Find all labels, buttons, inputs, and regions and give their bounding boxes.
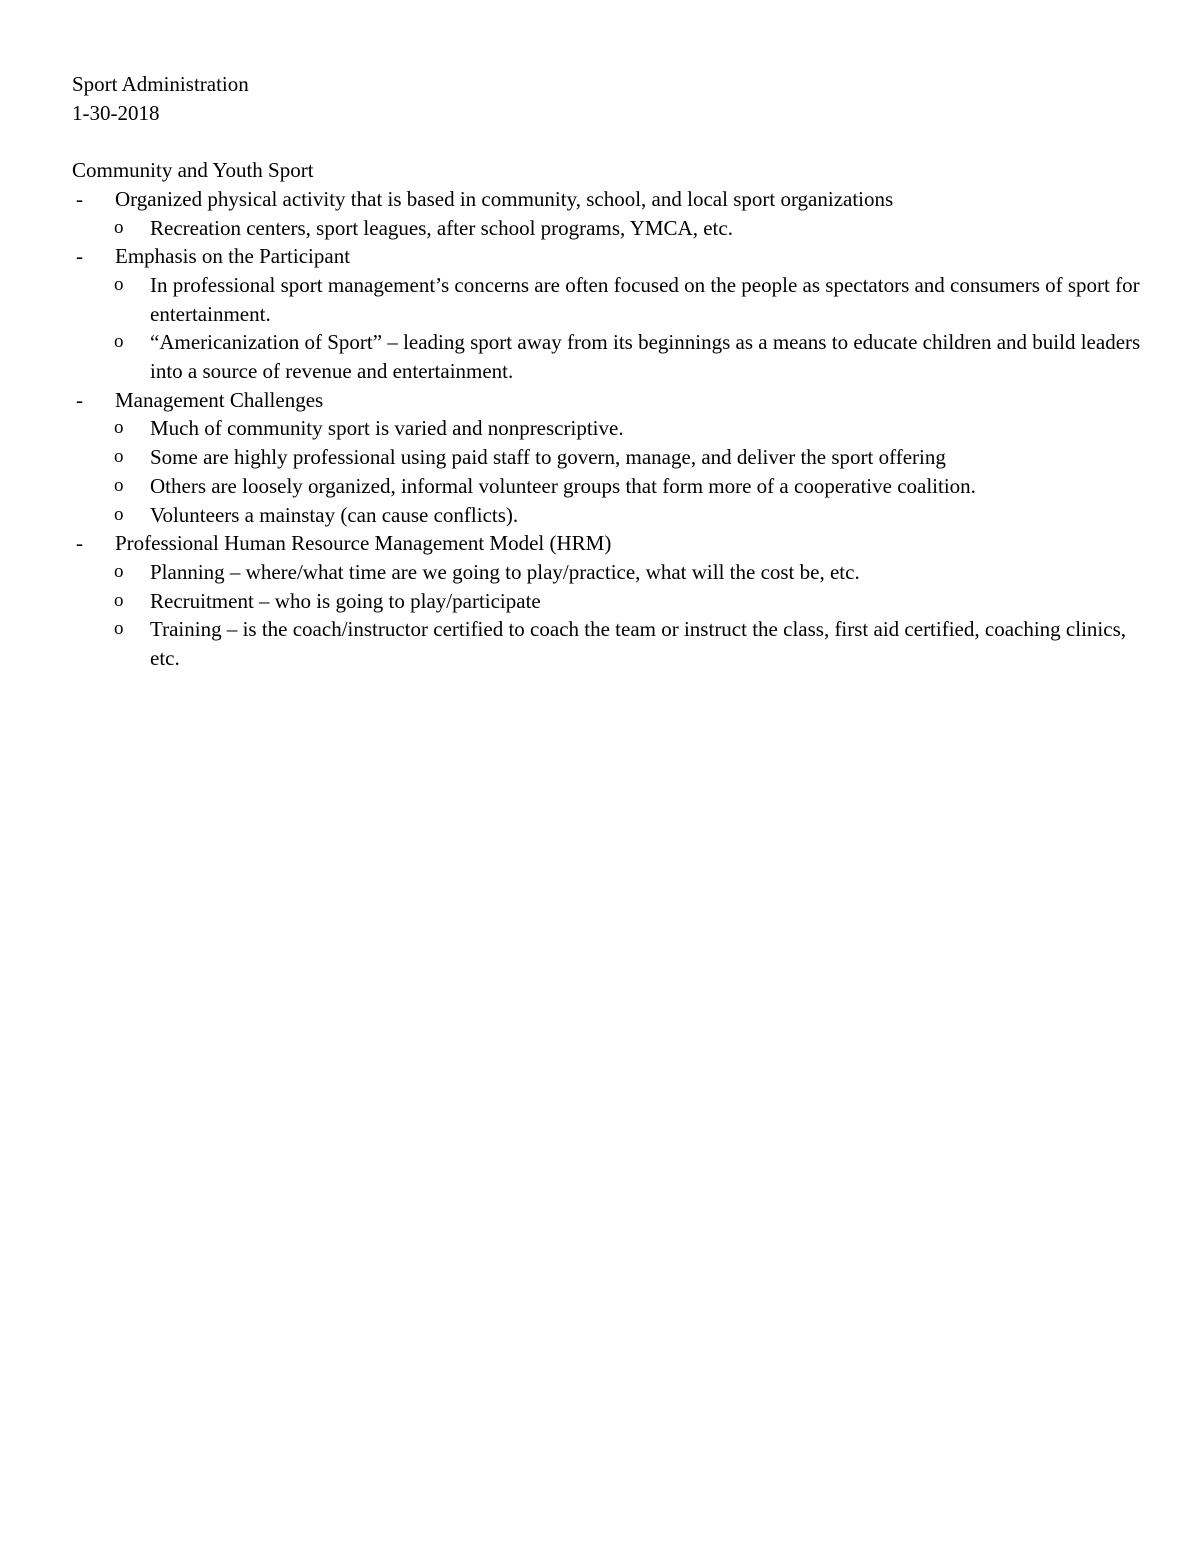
circle-bullet: o bbox=[114, 216, 124, 238]
sub-list-item bbox=[72, 472, 1142, 501]
circle-bullet: o bbox=[114, 446, 124, 468]
sub-list-item bbox=[72, 587, 1142, 616]
sub-list-item-text: In professional sport management’s concerns are often focused on the people as spectators and consumers of sport for entertainment. bbox=[150, 272, 1140, 326]
dash-bullet: - bbox=[76, 186, 83, 211]
sub-list-item-text: Much of community sport is varied and nonprescriptive. bbox=[150, 416, 624, 441]
sub-list-item bbox=[72, 414, 1142, 443]
sub-list-item-text: “Americanization of Sport” – leading sport away from its beginnings as a means to educate children and build leaders into a source of revenue and entertainment. bbox=[150, 330, 1141, 384]
sub-list-item-text: Training – is the coach/instructor certified to coach the team or instruct the class, first aid certified, coaching clinics, etc. bbox=[150, 617, 1126, 671]
document-page bbox=[72, 70, 1142, 673]
sub-list-item bbox=[72, 443, 1142, 472]
sub-list-item bbox=[72, 558, 1142, 587]
sub-list-item-text: Recruitment – who is going to play/participate bbox=[150, 588, 541, 613]
sub-list-item bbox=[72, 328, 1142, 385]
section-heading: Community and Youth Sport bbox=[72, 158, 314, 183]
sub-list-item-text: Recreation centers, sport leagues, after school programs, YMCA, etc. bbox=[150, 215, 733, 240]
sub-list-item bbox=[72, 615, 1142, 672]
circle-bullet: o bbox=[114, 474, 124, 496]
list-item bbox=[72, 529, 1142, 558]
sub-list-item-text: Some are highly professional using paid staff to govern, manage, and deliver the sport offering bbox=[150, 445, 946, 470]
list-item-text: Professional Human Resource Management Model (HRM) bbox=[115, 531, 612, 556]
list-item bbox=[72, 185, 1142, 214]
sub-list-item bbox=[72, 271, 1142, 328]
sub-list-item-text: Volunteers a mainstay (can cause conflicts). bbox=[150, 502, 519, 527]
circle-bullet: o bbox=[114, 589, 124, 611]
list-item-text: Organized physical activity that is based in community, school, and local sport organizations bbox=[115, 186, 894, 211]
document-date: 1-30-2018 bbox=[72, 100, 160, 125]
list-item bbox=[72, 386, 1142, 415]
list-item-text: Emphasis on the Participant bbox=[115, 244, 351, 269]
spacer bbox=[72, 127, 1142, 156]
dash-bullet: - bbox=[76, 244, 83, 269]
list-item bbox=[72, 242, 1142, 271]
circle-bullet: o bbox=[114, 560, 124, 582]
sub-list-item-text: Planning – where/what time are we going to play/practice, what will the cost be, etc. bbox=[150, 559, 860, 584]
circle-bullet: o bbox=[114, 331, 124, 353]
sub-list-item bbox=[72, 214, 1142, 243]
course-title: Sport Administration bbox=[72, 72, 249, 96]
circle-bullet: o bbox=[114, 503, 124, 525]
sub-list-item bbox=[72, 501, 1142, 530]
circle-bullet: o bbox=[114, 417, 124, 439]
dash-bullet: - bbox=[76, 387, 83, 412]
dash-bullet: - bbox=[76, 531, 83, 556]
sub-list-item-text: Others are loosely organized, informal volunteer groups that form more of a cooperative coalition. bbox=[150, 473, 976, 498]
circle-bullet: o bbox=[114, 618, 124, 640]
bullet-list bbox=[72, 185, 1142, 673]
list-item-text: Management Challenges bbox=[115, 387, 324, 412]
circle-bullet: o bbox=[114, 273, 124, 295]
